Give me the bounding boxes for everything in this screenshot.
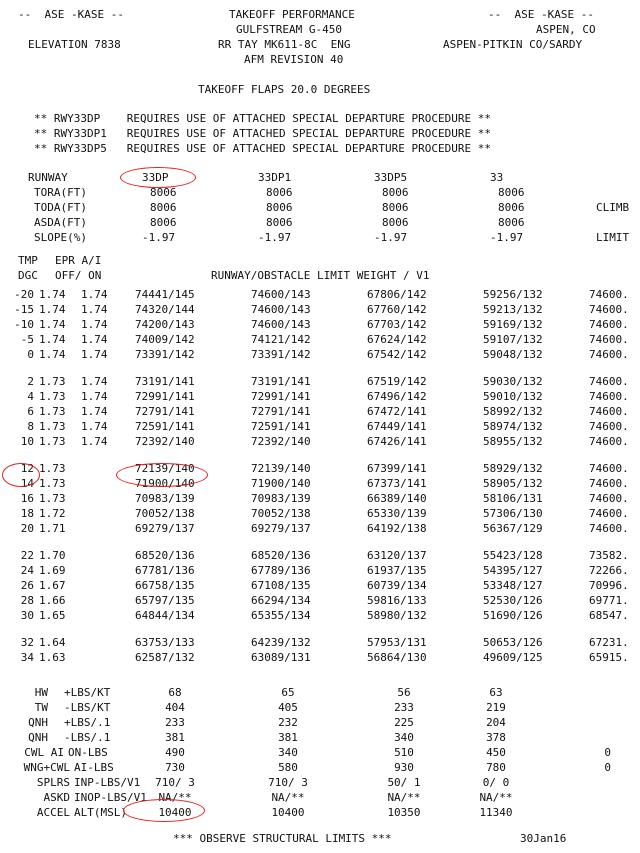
climb-limit-label-2: LIMIT (596, 231, 630, 244)
row-3-1-rwy3: 61937/135 (367, 564, 427, 577)
note-line-2: ** RWY33DP1 REQUIRES USE OF ATTACHED SPECIAL DEPARTURE PROCEDURE ** (34, 127, 491, 140)
row-0-0-epr-off: 1.74 (39, 288, 66, 301)
runway-id-3: 33 (490, 171, 504, 184)
correction-7-value-2: NA/** (387, 791, 421, 804)
row-3-2-rwy3: 60739/134 (367, 579, 427, 592)
row-4-0-rwy4: 50653/126 (483, 636, 543, 649)
row-1-4-tmp: 10 (20, 435, 34, 448)
correction-name-7: ASKD (43, 791, 70, 804)
row-0-0-epr-on: 1.74 (81, 288, 108, 301)
row-1-4-epr-off: 1.73 (39, 435, 66, 448)
row-2-1-tmp: 14 (20, 477, 34, 490)
row-2-1-climb: 74600. (589, 477, 629, 490)
row-4-1-rwy2: 63089/131 (251, 651, 311, 664)
row-3-1-epr-off: 1.69 (39, 564, 66, 577)
correction-name-1: TW (34, 701, 48, 714)
row-0-2-rwy1: 74200/143 (135, 318, 195, 331)
correction-unit-0: +LBS/KT (64, 686, 111, 699)
row-2-1-rwy3: 67373/141 (367, 477, 427, 490)
row-0-3-rwy4: 59107/132 (483, 333, 543, 346)
row-1-2-climb: 74600. (589, 405, 629, 418)
row-2-2-rwy2: 70983/139 (251, 492, 311, 505)
row-1-1-epr-off: 1.73 (39, 390, 66, 403)
row-2-1-rwy2: 71900/140 (251, 477, 311, 490)
row-3-4-tmp: 30 (20, 609, 34, 622)
correction-3-value-2: 340 (394, 731, 414, 744)
row-0-4-rwy3: 67542/142 (367, 348, 427, 361)
row-3-0-rwy3: 63120/137 (367, 549, 427, 562)
row-3-4-rwy3: 58980/132 (367, 609, 427, 622)
row-0-1-climb: 74600. (589, 303, 629, 316)
row-3-3-rwy3: 59816/133 (367, 594, 427, 607)
runway-slope-0: -1.97 (142, 231, 176, 244)
row-2-3-epr-off: 1.72 (39, 507, 66, 520)
print-date: 30Jan16 (520, 832, 567, 845)
row-3-0-epr-off: 1.70 (39, 549, 66, 562)
correction-6-value-2: 50/ 1 (387, 776, 421, 789)
correction-3-value-1: 381 (278, 731, 298, 744)
correction-5-value-2: 930 (394, 761, 414, 774)
row-2-3-rwy1: 70052/138 (135, 507, 195, 520)
row-2-1-epr-off: 1.73 (39, 477, 66, 490)
row-0-0-rwy3: 67806/142 (367, 288, 427, 301)
row-1-3-tmp: 8 (27, 420, 34, 433)
row-2-2-epr-off: 1.73 (39, 492, 66, 505)
row-2-2-rwy3: 66389/140 (367, 492, 427, 505)
runway-toda-1: 8006 (266, 201, 293, 214)
note-line-3: ** RWY33DP5 REQUIRES USE OF ATTACHED SPECIAL DEPARTURE PROCEDURE ** (34, 142, 491, 155)
row-1-1-rwy3: 67496/142 (367, 390, 427, 403)
row-2-3-rwy3: 65330/139 (367, 507, 427, 520)
runway-label-3: ASDA(FT) (34, 216, 87, 229)
row-1-1-epr-on: 1.74 (81, 390, 108, 403)
runway-slope-2: -1.97 (374, 231, 408, 244)
row-0-0-rwy4: 59256/132 (483, 288, 543, 301)
row-2-1-rwy1: 71900/140 (135, 477, 195, 490)
row-4-1-epr-off: 1.63 (39, 651, 66, 664)
row-2-4-rwy3: 64192/138 (367, 522, 427, 535)
row-2-0-rwy3: 67399/141 (367, 462, 427, 475)
row-3-2-rwy1: 66758/135 (135, 579, 195, 592)
row-0-2-rwy2: 74600/143 (251, 318, 311, 331)
row-3-1-rwy2: 67789/136 (251, 564, 311, 577)
correction-4-value-1: 340 (278, 746, 298, 759)
correction-7-value-0: NA/** (158, 791, 192, 804)
row-0-3-climb: 74600. (589, 333, 629, 346)
row-3-3-climb: 69771. (589, 594, 629, 607)
row-0-0-rwy1: 74441/145 (135, 288, 195, 301)
column-header-dgc: DGC (18, 269, 38, 282)
runway-id-2: 33DP5 (374, 171, 408, 184)
runway-asda-2: 8006 (382, 216, 409, 229)
row-0-3-epr-on: 1.74 (81, 333, 108, 346)
row-2-2-rwy1: 70983/139 (135, 492, 195, 505)
correction-7-value-3: NA/** (479, 791, 513, 804)
row-4-0-tmp: 32 (20, 636, 34, 649)
row-2-2-rwy4: 58106/131 (483, 492, 543, 505)
row-1-4-climb: 74600. (589, 435, 629, 448)
row-1-2-rwy1: 72791/141 (135, 405, 195, 418)
row-3-1-rwy1: 67781/136 (135, 564, 195, 577)
correction-unit-5: AI-LBS (74, 761, 114, 774)
correction-6-value-1: 710/ 3 (268, 776, 308, 789)
row-3-4-rwy2: 65355/134 (251, 609, 311, 622)
row-1-4-rwy2: 72392/140 (251, 435, 311, 448)
row-1-3-epr-off: 1.73 (39, 420, 66, 433)
runway-tora-2: 8006 (382, 186, 409, 199)
row-0-2-rwy4: 59169/132 (483, 318, 543, 331)
row-4-0-rwy1: 63753/133 (135, 636, 195, 649)
header-aircraft: GULFSTREAM G-450 (236, 23, 342, 36)
runway-label-1: TORA(FT) (34, 186, 87, 199)
row-1-3-rwy1: 72591/141 (135, 420, 195, 433)
runway-id-1: 33DP1 (258, 171, 292, 184)
row-4-0-rwy2: 64239/132 (251, 636, 311, 649)
row-1-1-rwy1: 72991/141 (135, 390, 195, 403)
correction-3-value-0: 381 (165, 731, 185, 744)
header-title: TAKEOFF PERFORMANCE (229, 8, 355, 21)
runway-slope-3: -1.97 (490, 231, 524, 244)
correction-5-value-1: 580 (278, 761, 298, 774)
row-3-3-rwy4: 52530/126 (483, 594, 543, 607)
row-0-1-rwy4: 59213/132 (483, 303, 543, 316)
row-0-0-climb: 74600. (589, 288, 629, 301)
row-1-0-epr-on: 1.74 (81, 375, 108, 388)
row-0-1-epr-off: 1.74 (39, 303, 66, 316)
row-0-1-rwy3: 67760/142 (367, 303, 427, 316)
correction-name-4: CWL AI (24, 746, 64, 759)
row-1-1-rwy4: 59010/132 (483, 390, 543, 403)
correction-3-value-3: 378 (486, 731, 506, 744)
runway-asda-1: 8006 (266, 216, 293, 229)
row-3-2-epr-off: 1.67 (39, 579, 66, 592)
row-0-3-rwy3: 67624/142 (367, 333, 427, 346)
row-0-4-climb: 74600. (589, 348, 629, 361)
row-1-0-rwy2: 73191/141 (251, 375, 311, 388)
row-3-0-rwy1: 68520/136 (135, 549, 195, 562)
row-1-0-tmp: 2 (27, 375, 34, 388)
row-0-3-rwy2: 74121/142 (251, 333, 311, 346)
row-2-3-climb: 74600. (589, 507, 629, 520)
header-right-code: -- ASE -KASE -- (488, 8, 594, 21)
row-0-4-rwy4: 59048/132 (483, 348, 543, 361)
row-3-0-tmp: 22 (20, 549, 34, 562)
runway-id-0: 33DP (142, 171, 169, 184)
correction-name-0: HW (34, 686, 48, 699)
correction-unit-2: +LBS/.1 (64, 716, 111, 729)
row-1-1-rwy2: 72991/141 (251, 390, 311, 403)
runway-toda-0: 8006 (150, 201, 177, 214)
row-0-0-rwy2: 74600/143 (251, 288, 311, 301)
row-1-2-epr-off: 1.73 (39, 405, 66, 418)
correction-extra-5: 0 (604, 761, 611, 774)
climb-limit-label-1: CLIMB (596, 201, 630, 214)
correction-0-value-1: 65 (281, 686, 295, 699)
row-2-4-rwy4: 56367/129 (483, 522, 543, 535)
row-1-3-climb: 74600. (589, 420, 629, 433)
row-3-3-rwy1: 65797/135 (135, 594, 195, 607)
header-airport: ASPEN-PITKIN CO/SARDY (443, 38, 583, 51)
correction-8-value-0: 10400 (158, 806, 192, 819)
correction-1-value-0: 404 (165, 701, 185, 714)
row-3-2-climb: 70996. (589, 579, 629, 592)
structural-limits-note: *** OBSERVE STRUCTURAL LIMITS *** (173, 832, 392, 845)
row-1-2-rwy3: 67472/141 (367, 405, 427, 418)
row-4-0-epr-off: 1.64 (39, 636, 66, 649)
runway-tora-3: 8006 (498, 186, 525, 199)
row-2-3-rwy4: 57306/130 (483, 507, 543, 520)
correction-2-value-2: 225 (394, 716, 414, 729)
row-0-1-rwy1: 74320/144 (135, 303, 195, 316)
row-0-3-rwy1: 74009/142 (135, 333, 195, 346)
correction-unit-3: -LBS/.1 (64, 731, 111, 744)
row-3-4-climb: 68547. (589, 609, 629, 622)
correction-2-value-0: 233 (165, 716, 185, 729)
row-0-4-epr-off: 1.74 (39, 348, 66, 361)
row-3-1-rwy4: 54395/127 (483, 564, 543, 577)
row-0-0-tmp: -20 (14, 288, 34, 301)
row-2-0-epr-off: 1.73 (39, 462, 66, 475)
runway-toda-3: 8006 (498, 201, 525, 214)
limit-weight-title: RUNWAY/OBSTACLE LIMIT WEIGHT / V1 (211, 269, 430, 282)
row-3-0-rwy4: 55423/128 (483, 549, 543, 562)
row-1-3-rwy3: 67449/141 (367, 420, 427, 433)
row-0-1-epr-on: 1.74 (81, 303, 108, 316)
row-1-0-epr-off: 1.73 (39, 375, 66, 388)
correction-8-value-1: 10400 (271, 806, 305, 819)
row-4-0-rwy3: 57953/131 (367, 636, 427, 649)
runway-asda-0: 8006 (150, 216, 177, 229)
correction-4-value-3: 450 (486, 746, 506, 759)
row-1-4-rwy4: 58955/132 (483, 435, 543, 448)
header-city: ASPEN, CO (536, 23, 596, 36)
row-0-4-rwy1: 73391/142 (135, 348, 195, 361)
row-3-0-rwy2: 68520/136 (251, 549, 311, 562)
row-0-1-tmp: -15 (14, 303, 34, 316)
row-2-4-tmp: 20 (20, 522, 34, 535)
runway-toda-2: 8006 (382, 201, 409, 214)
correction-7-value-1: NA/** (271, 791, 305, 804)
row-1-2-rwy4: 58992/132 (483, 405, 543, 418)
row-1-4-epr-on: 1.74 (81, 435, 108, 448)
correction-2-value-3: 204 (486, 716, 506, 729)
correction-0-value-0: 68 (168, 686, 182, 699)
correction-1-value-3: 219 (486, 701, 506, 714)
row-0-4-epr-on: 1.74 (81, 348, 108, 361)
row-3-3-epr-off: 1.66 (39, 594, 66, 607)
row-1-4-rwy3: 67426/141 (367, 435, 427, 448)
correction-name-8: ACCEL (36, 806, 70, 819)
row-2-4-epr-off: 1.71 (39, 522, 66, 535)
runway-label-2: TODA(FT) (34, 201, 87, 214)
row-4-1-rwy1: 62587/132 (135, 651, 195, 664)
row-2-1-rwy4: 58905/132 (483, 477, 543, 490)
correction-5-value-3: 780 (486, 761, 506, 774)
row-4-1-rwy4: 49609/125 (483, 651, 543, 664)
row-1-0-rwy3: 67519/142 (367, 375, 427, 388)
correction-1-value-1: 405 (278, 701, 298, 714)
correction-2-value-1: 232 (278, 716, 298, 729)
row-3-4-rwy1: 64844/134 (135, 609, 195, 622)
row-1-2-tmp: 6 (27, 405, 34, 418)
row-4-1-climb: 65915. (589, 651, 629, 664)
row-0-3-epr-off: 1.74 (39, 333, 66, 346)
row-1-0-rwy4: 59030/132 (483, 375, 543, 388)
correction-name-5: WNG+CWL (23, 761, 70, 774)
note-line-1: ** RWY33DP REQUIRES USE OF ATTACHED SPECIAL DEPARTURE PROCEDURE ** (34, 112, 491, 125)
row-0-1-rwy2: 74600/143 (251, 303, 311, 316)
row-3-4-epr-off: 1.65 (39, 609, 66, 622)
row-2-0-rwy4: 58929/132 (483, 462, 543, 475)
row-2-3-rwy2: 70052/138 (251, 507, 311, 520)
column-header-tmp: TMP (18, 254, 38, 267)
row-3-3-rwy2: 66294/134 (251, 594, 311, 607)
correction-unit-8: ALT(MSL) (74, 806, 127, 819)
row-0-2-rwy3: 67703/142 (367, 318, 427, 331)
row-1-2-rwy2: 72791/141 (251, 405, 311, 418)
row-2-0-climb: 74600. (589, 462, 629, 475)
row-4-1-rwy3: 56864/130 (367, 651, 427, 664)
column-header-epr: EPR A/I (55, 254, 102, 267)
row-2-0-tmp: 12 (20, 462, 34, 475)
row-2-0-rwy2: 72139/140 (251, 462, 311, 475)
row-3-1-climb: 72266. (589, 564, 629, 577)
runway-tora-1: 8006 (266, 186, 293, 199)
row-0-4-rwy2: 73391/142 (251, 348, 311, 361)
row-0-3-tmp: -5 (20, 333, 34, 346)
row-2-4-rwy1: 69279/137 (135, 522, 195, 535)
header-left-code: -- ASE -KASE -- (18, 8, 124, 21)
row-1-1-climb: 74600. (589, 390, 629, 403)
row-2-0-rwy1: 72139/140 (135, 462, 195, 475)
row-3-1-tmp: 24 (20, 564, 34, 577)
row-2-4-climb: 74600. (589, 522, 629, 535)
row-3-4-rwy4: 51690/126 (483, 609, 543, 622)
row-4-1-tmp: 34 (20, 651, 34, 664)
row-0-4-tmp: 0 (27, 348, 34, 361)
row-2-2-tmp: 16 (20, 492, 34, 505)
row-1-4-rwy1: 72392/140 (135, 435, 195, 448)
row-4-0-climb: 67231. (589, 636, 629, 649)
row-1-3-rwy2: 72591/141 (251, 420, 311, 433)
row-0-2-climb: 74600. (589, 318, 629, 331)
correction-name-3: QNH (28, 731, 48, 744)
runway-label-0: RUNWAY (28, 171, 68, 184)
row-2-3-tmp: 18 (20, 507, 34, 520)
row-2-2-climb: 74600. (589, 492, 629, 505)
correction-unit-7: INOP-LBS/V1 (74, 791, 147, 804)
correction-unit-1: -LBS/KT (64, 701, 111, 714)
row-3-0-climb: 73582. (589, 549, 629, 562)
runway-asda-3: 8006 (498, 216, 525, 229)
row-1-0-rwy1: 73191/141 (135, 375, 195, 388)
row-3-2-rwy2: 67108/135 (251, 579, 311, 592)
runway-slope-1: -1.97 (258, 231, 292, 244)
row-3-2-rwy4: 53348/127 (483, 579, 543, 592)
correction-6-value-3: 0/ 0 (482, 776, 510, 789)
row-1-2-epr-on: 1.74 (81, 405, 108, 418)
flaps-heading: TAKEOFF FLAPS 20.0 DEGREES (198, 83, 371, 96)
correction-8-value-3: 11340 (479, 806, 513, 819)
header-engine: RR TAY MK611-8C ENG (218, 38, 351, 51)
header-elevation: ELEVATION 7838 (28, 38, 121, 51)
row-3-3-tmp: 28 (20, 594, 34, 607)
correction-name-2: QNH (28, 716, 48, 729)
correction-5-value-0: 730 (165, 761, 185, 774)
correction-name-6: SPLRS (36, 776, 70, 789)
row-1-3-epr-on: 1.74 (81, 420, 108, 433)
correction-unit-6: INP-LBS/V1 (74, 776, 141, 789)
header-revision: AFM REVISION 40 (244, 53, 344, 66)
row-1-1-tmp: 4 (27, 390, 34, 403)
runway-tora-0: 8006 (150, 186, 177, 199)
row-0-2-tmp: -10 (14, 318, 34, 331)
correction-4-value-0: 490 (165, 746, 185, 759)
correction-1-value-2: 233 (394, 701, 414, 714)
row-3-2-tmp: 26 (20, 579, 34, 592)
correction-0-value-3: 63 (489, 686, 503, 699)
correction-8-value-2: 10350 (387, 806, 421, 819)
row-2-4-rwy2: 69279/137 (251, 522, 311, 535)
row-1-3-rwy4: 58974/132 (483, 420, 543, 433)
correction-unit-4: ON-LBS (68, 746, 108, 759)
row-0-2-epr-off: 1.74 (39, 318, 66, 331)
row-0-2-epr-on: 1.74 (81, 318, 108, 331)
row-1-0-climb: 74600. (589, 375, 629, 388)
column-header-offon: OFF/ ON (55, 269, 102, 282)
runway-label-4: SLOPE(%) (34, 231, 87, 244)
correction-4-value-2: 510 (394, 746, 414, 759)
correction-6-value-0: 710/ 3 (155, 776, 195, 789)
correction-0-value-2: 56 (397, 686, 411, 699)
correction-extra-4: 0 (604, 746, 611, 759)
